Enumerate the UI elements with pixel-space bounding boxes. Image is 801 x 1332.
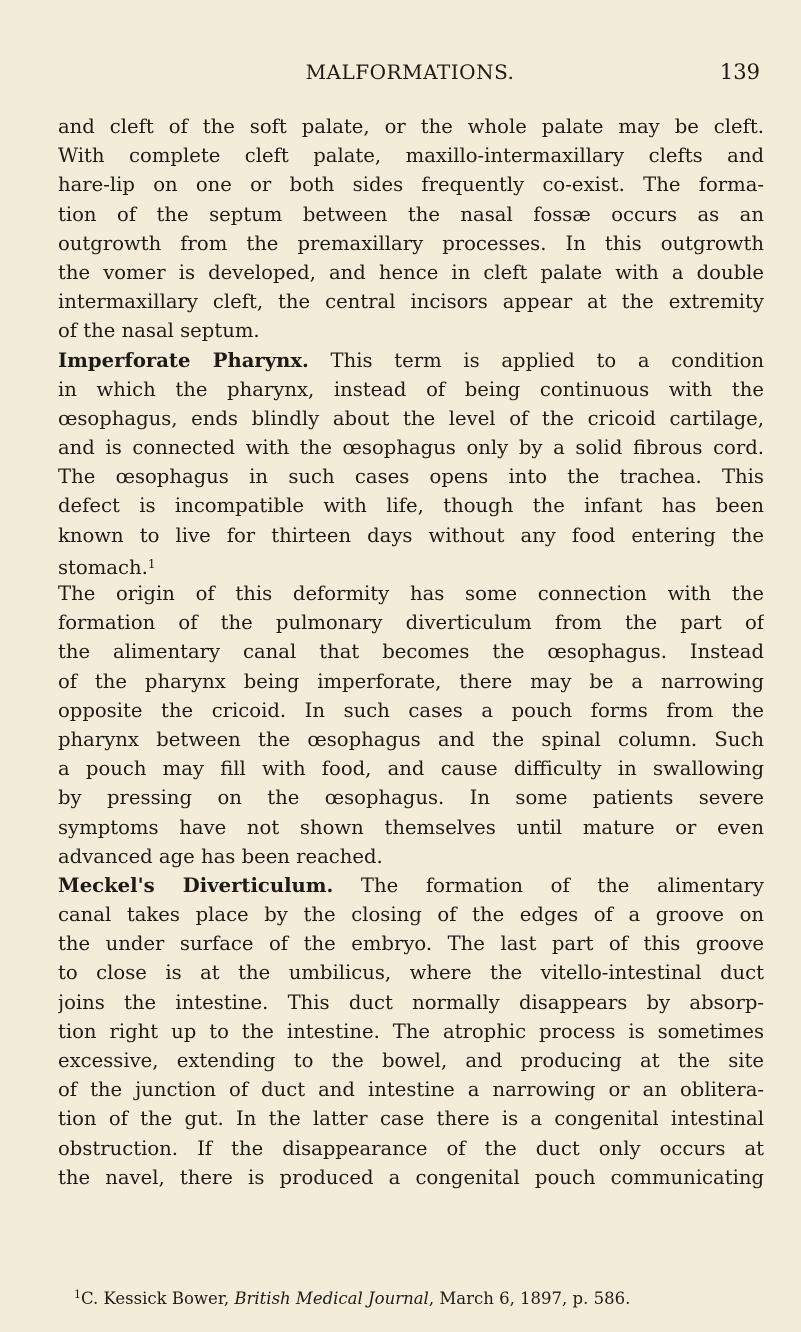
- footnote-journal: British Medical Journal: [234, 1289, 429, 1308]
- section-heading-meckels-diverticulum: Meckel's Diverticulum.: [58, 873, 334, 897]
- text-line: pharynx between the œsophagus and the spinal column. Such: [58, 727, 764, 751]
- footnote-author: C. Kessick Bower,: [81, 1289, 235, 1308]
- text-line: With complete cleft palate, maxillo-intermaxillary clefts and: [58, 144, 764, 168]
- text-line: tion of the septum between the nasal fossæ occurs as an: [58, 202, 764, 226]
- footnote: [74, 1283, 764, 1311]
- footnote-mark: 1: [74, 1288, 81, 1301]
- text-run: This term is applied to a condition: [308, 348, 764, 372]
- text-line: œsophagus, ends blindly about the level of the cricoid cartilage,: [58, 406, 764, 430]
- text-line: of the pharynx being imperforate, there may be a narrowing: [58, 669, 764, 693]
- text-line: excessive, extending to the bowel, and producing at the site: [58, 1049, 764, 1072]
- text-line: [58, 550, 764, 579]
- running-head: MALFORMATIONS.: [305, 60, 515, 84]
- text-line: to close is at the umbilicus, where the vitello-intestinal duct: [58, 961, 764, 985]
- text-line: The origin of this deformity has some connection with the: [58, 582, 764, 605]
- text-line: known to live for thirteen days without any food entering the: [58, 523, 764, 547]
- text-run: stomach.: [58, 555, 148, 579]
- page-header: [60, 60, 760, 90]
- text-line: of the junction of duct and intestine a narrowing or an oblitera-: [58, 1078, 764, 1102]
- text-line: hare-lip on one or both sides frequently co-exist. The forma-: [58, 173, 764, 197]
- footnote-citation: , March 6, 1897, p. 586.: [428, 1289, 631, 1308]
- text-line: tion of the gut. In the latter case there is a congenital intestinal: [58, 1107, 764, 1131]
- text-line: [58, 871, 764, 900]
- text-line: the vomer is developed, and hence in cleft palate with a double: [58, 260, 764, 284]
- text-line: [58, 346, 764, 375]
- text-line: The œsophagus in such cases opens into the trachea. This: [58, 465, 764, 489]
- text-line: canal takes place by the closing of the edges of a groove on: [58, 903, 764, 927]
- text-line: joins the intestine. This duct normally disappears by absorp-: [58, 990, 764, 1014]
- text-line: symptoms have not shown themselves until mature or even: [58, 815, 764, 839]
- text-line: the navel, there is produced a congenital pouch communicating: [58, 1165, 764, 1189]
- text-line: in which the pharynx, instead of being continuous with the: [58, 377, 764, 401]
- text-line: defect is incompatible with life, though the infant has been: [58, 494, 764, 518]
- text-line: and is connected with the œsophagus only by a solid fibrous cord.: [58, 436, 764, 460]
- text-line: the under surface of the embryo. The last part of this groove: [58, 932, 764, 956]
- text-line: a pouch may fill with food, and cause difficulty in swallowing: [58, 757, 764, 781]
- text-line: intermaxillary cleft, the central incisors appear at the extremity: [58, 290, 764, 314]
- page-number: 139: [719, 60, 760, 84]
- text-line: obstruction. If the disappearance of the duct only occurs at: [58, 1136, 764, 1160]
- footnote-reference: 1: [147, 556, 156, 571]
- section-heading-imperforate-pharynx: Imperforate Pharynx.: [58, 348, 309, 372]
- text-line: advanced age has been reached.: [58, 844, 383, 868]
- text-line: of the nasal septum.: [58, 319, 260, 343]
- text-line: the alimentary canal that becomes the œsophagus. Instead: [58, 640, 764, 664]
- text-line: by pressing on the œsophagus. In some patients severe: [58, 786, 764, 810]
- text-line: opposite the cricoid. In such cases a pouch forms from the: [58, 698, 764, 722]
- body-text: [58, 112, 764, 1192]
- text-line: formation of the pulmonary diverticulum from the part of: [58, 611, 764, 635]
- text-run: The formation of the alimentary: [333, 873, 764, 897]
- text-line: and cleft of the soft palate, or the whole palate may be cleft.: [58, 115, 764, 138]
- text-line: outgrowth from the premaxillary processes. In this outgrowth: [58, 231, 764, 255]
- text-line: tion right up to the intestine. The atrophic process is sometimes: [58, 1019, 764, 1043]
